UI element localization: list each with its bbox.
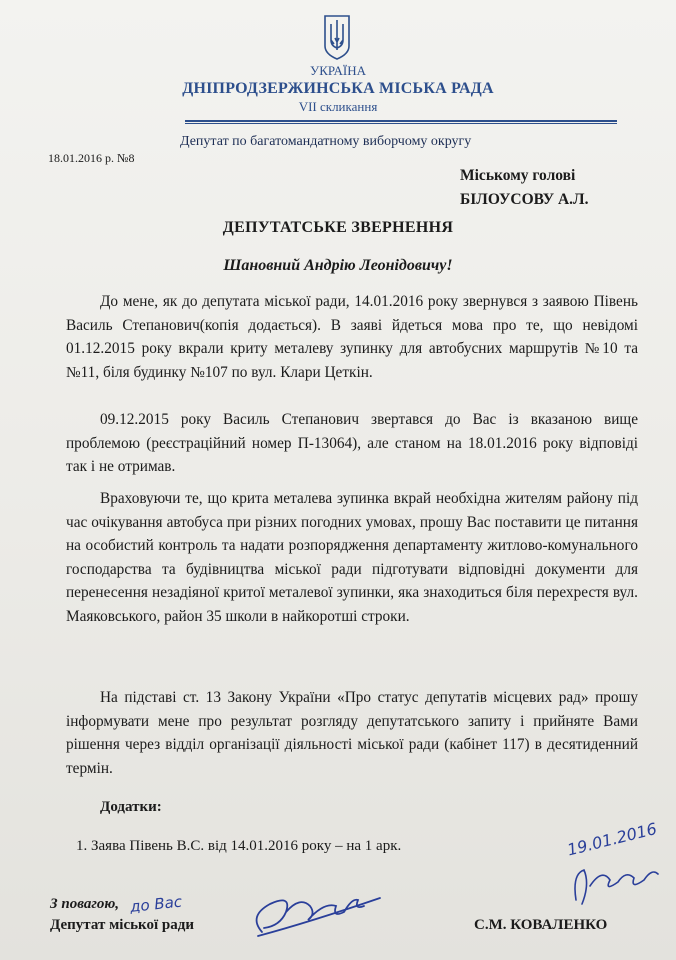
- paragraph-1: До мене, як до депутата міської ради, 14.01.2016 року звернувся з заявою Півень Василь Степанович(копія додається). В заяві йдеться мова про те, що невідомі 01.12.2015 року вкрали криту металеву зупинку для автобусних маршрутів №10 та №11, біля будинку №107 по вул. Клари Цеткін.: [66, 293, 638, 381]
- letterhead-rule-thin: [185, 123, 617, 124]
- signature-icon: [240, 876, 390, 946]
- document-number: 18.01.2016 р. №8: [48, 151, 135, 165]
- paragraph-3: Враховуючи те, що крита металева зупинка вкрай необхідна жителям району під час очікування автобуса при різних погодних умовах, прошу Вас поставити це питання на особистий контроль та надати розпорядження департаменту житлово-комунального господарства та будівництва міської ради підготувати відповідні документи для перенесення незадіяної критої металевої зупинки, яка знаходиться біля перехрестя вул. Маяковського, район 35 школи в найкоротші строки.: [66, 490, 638, 625]
- letterhead-country: УКРАЇНА: [310, 63, 366, 78]
- recipient-name: БІЛОУСОВУ А.Л.: [460, 191, 589, 208]
- recipient-block: [460, 164, 588, 212]
- handwritten-date-note: [560, 808, 670, 918]
- trident-emblem-icon: [322, 14, 352, 60]
- document-title: ДЕПУТАТСЬКЕ ЗВЕРНЕННЯ: [222, 219, 454, 236]
- handwritten-note: [128, 889, 198, 919]
- svg-text:19.01.2016: 19.01.2016: [565, 818, 659, 860]
- letterhead-rule: [185, 120, 617, 122]
- signatory-name: С.М. КОВАЛЕНКО: [474, 917, 608, 933]
- signatory-title: Депутат міської ради: [50, 917, 194, 933]
- salutation: Шановний Андрію Леонідовичу!: [223, 257, 453, 274]
- paragraph-2: 09.12.2015 року Василь Степанович звертався до Вас із вказаною вище проблемою (реєстраційний номер П-13064), але станом на 18.01.2016 року відповіді так і не отримав.: [66, 411, 638, 475]
- attachment-item: 1. Заява Півень В.С. від 14.01.2016 року – на 1 арк.: [76, 838, 402, 854]
- attachments-heading: Додатки:: [100, 799, 162, 815]
- letterhead-council: ДНІПРОДЗЕРЖИНСЬКА МІСЬКА РАДА: [182, 80, 494, 97]
- svg-text:до Вас: до Вас: [129, 892, 183, 916]
- paragraph-4: На підставі ст. 13 Закону України «Про статус депутатів місцевих рад» прошу інформувати мене про результат розгляду депутатського запиту і прийняте Вами рішення через відділ організації діяльності міської ради (кабінет 117) в десятиденний термін.: [66, 689, 638, 777]
- letterhead-deputy-line: Депутат по багатомандатному виборчому округу: [180, 134, 472, 149]
- recipient-position: Міському голові: [460, 167, 576, 184]
- closing-regards: З повагою,: [50, 896, 120, 912]
- letterhead-convocation: VІІ скликання: [298, 99, 378, 114]
